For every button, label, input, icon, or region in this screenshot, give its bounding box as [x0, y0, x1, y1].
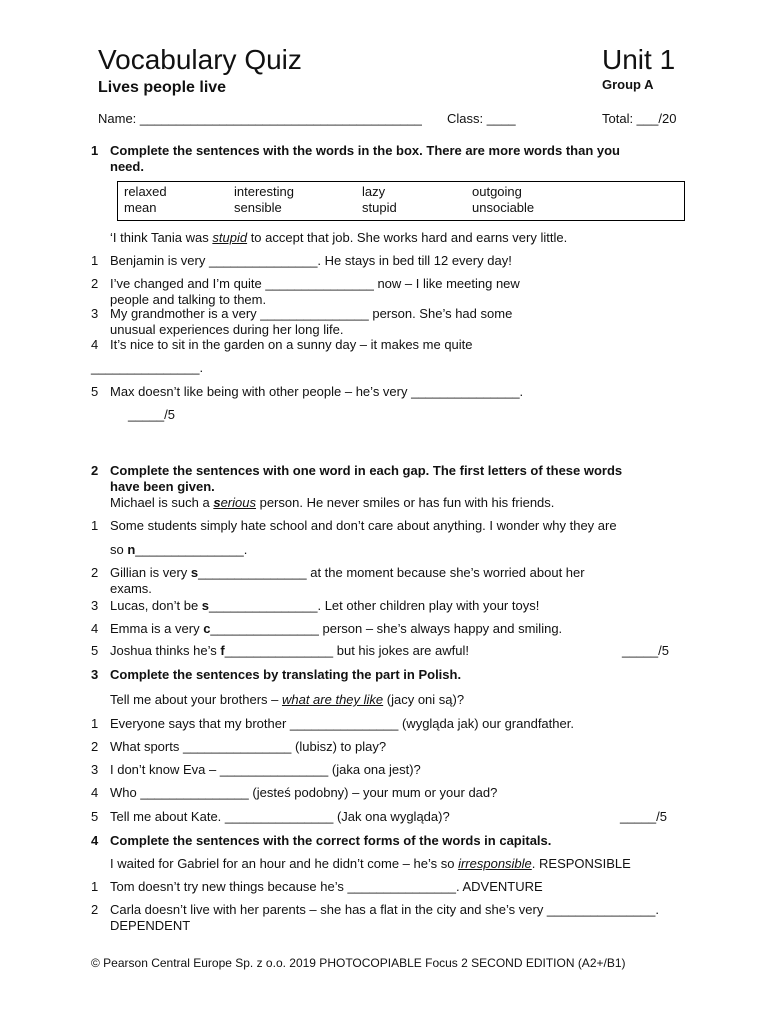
exercise-2-item-1: Some students simply hate school and don’t care about anything. I wonder why they are — [110, 518, 617, 533]
item-number: 1 — [91, 518, 99, 533]
word-box-item: outgoing — [472, 184, 522, 199]
exercise-4-item-2-cont: DEPENDENT — [110, 918, 191, 933]
word-box-item: interesting — [234, 184, 294, 199]
exercise-4-item-2: Carla doesn’t live with her parents – she has a flat in the city and she’s very _______________. — [110, 902, 659, 917]
exercise-1-item-4: It’s nice to sit in the garden on a sunny day – it makes me quite — [110, 337, 473, 352]
item-number: 2 — [91, 565, 99, 580]
exercise-3-number: 3 — [91, 667, 99, 682]
exercise-2-item-3: Lucas, don’t be s_______________. Let other children play with your toys! — [110, 598, 540, 613]
word-box-item: relaxed — [124, 184, 167, 199]
exercise-1-instruction-cont: need. — [110, 159, 144, 174]
exercise-4-item-1: Tom doesn’t try new things because he’s _______________. ADVENTURE — [110, 879, 543, 894]
word-box-item: unsociable — [472, 200, 535, 215]
exercise-3-item-4: Who _______________ (jesteś podobny) – your mum or your dad? — [110, 785, 498, 800]
exercise-2-item-1-cont: so n_______________. — [110, 542, 248, 557]
exercise-4-example: I waited for Gabriel for an hour and he didn’t come – he’s so irresponsible. RESPONSIBLE — [110, 856, 631, 871]
exercise-1-number: 1 — [91, 143, 99, 158]
exercise-1-score: _____/5 — [128, 407, 175, 422]
exercise-1-item-3-cont: unusual experiences during her long life. — [110, 322, 344, 337]
exercise-2-example: Michael is such a serious person. He never smiles or has fun with his friends. — [110, 495, 555, 510]
exercise-3-example: Tell me about your brothers – what are they like (jacy oni są)? — [110, 692, 465, 707]
exercise-3-instruction: Complete the sentences by translating the part in Polish. — [110, 667, 462, 682]
exercise-2-item-4: Emma is a very c_______________ person – she’s always happy and smiling. — [110, 621, 563, 636]
exercise-1-item-1: Benjamin is very _______________. He stays in bed till 12 every day! — [110, 253, 512, 268]
word-box — [117, 181, 685, 221]
item-number: 3 — [91, 598, 99, 613]
exercise-4-instruction: Complete the sentences with the correct forms of the words in capitals. — [110, 833, 552, 848]
exercise-2-item-2: Gillian is very s_______________ at the moment because she’s worried about her — [110, 565, 585, 580]
group-label: Group A — [602, 77, 654, 92]
total-score: Total: ___/20 — [602, 111, 677, 126]
word-box-item: sensible — [234, 200, 282, 215]
exercise-2-number: 2 — [91, 463, 99, 478]
page-subtitle: Lives people live — [98, 79, 227, 96]
exercise-4-number: 4 — [91, 833, 99, 848]
item-number: 1 — [91, 879, 99, 894]
item-number: 5 — [91, 643, 99, 658]
item-number: 1 — [91, 253, 99, 268]
exercise-3-item-3: I don’t know Eva – _______________ (jaka ona jest)? — [110, 762, 421, 777]
item-number: 4 — [91, 337, 99, 352]
exercise-1-instruction: Complete the sentences with the words in the box. There are more words than you — [110, 143, 620, 158]
unit-label: Unit 1 — [602, 44, 676, 75]
item-number: 2 — [91, 276, 99, 291]
exercise-2-score: _____/5 — [622, 643, 669, 658]
exercise-1-item-3: My grandmother is a very _______________ person. She’s had some — [110, 306, 513, 321]
item-number: 3 — [91, 762, 99, 777]
exercise-1-example: ‘I think Tania was stupid to accept that job. She works hard and earns very little. — [110, 230, 568, 245]
item-number: 3 — [91, 306, 99, 321]
word-box-item: lazy — [362, 184, 386, 199]
item-number: 2 — [91, 902, 99, 917]
exercise-2-instruction: Complete the sentences with one word in each gap. The first letters of these words — [110, 463, 623, 478]
exercise-2-instruction-cont: have been given. — [110, 479, 215, 494]
item-number: 5 — [91, 809, 99, 824]
exercise-1-item-2-cont: people and talking to them. — [110, 292, 267, 307]
exercise-1-item-2: I’ve changed and I’m quite _______________ now – I like meeting new — [110, 276, 520, 291]
item-number: 4 — [91, 785, 99, 800]
exercise-2-item-5: Joshua thinks he’s f_______________ but his jokes are awful! — [110, 643, 469, 658]
word-box-item: mean — [124, 200, 157, 215]
exercise-3-score: _____/5 — [620, 809, 667, 824]
name-field: Name: _______________________________________ — [98, 111, 422, 126]
exercise-3-item-1: Everyone says that my brother _______________ (wygląda jak) our grandfather. — [110, 716, 574, 731]
item-number: 1 — [91, 716, 99, 731]
word-box-item: stupid — [362, 200, 397, 215]
page-footer: © Pearson Central Europe Sp. z o.o. 2019 PHOTOCOPIABLE Focus 2 SECOND EDITION (A2+/B1) — [91, 956, 626, 970]
exercise-2-item-2-cont: exams. — [110, 581, 152, 596]
exercise-1-item-4-cont: _______________. — [91, 360, 204, 375]
exercise-3-item-2: What sports _______________ (lubisz) to play? — [110, 739, 387, 754]
item-number: 2 — [91, 739, 99, 754]
page-title: Vocabulary Quiz — [98, 44, 302, 75]
class-field: Class: ____ — [447, 111, 516, 126]
item-number: 5 — [91, 384, 99, 399]
exercise-3-item-5: Tell me about Kate. _______________ (Jak ona wygląda)? — [110, 809, 450, 824]
item-number: 4 — [91, 621, 99, 636]
exercise-1-item-5: Max doesn’t like being with other people – he’s very _______________. — [110, 384, 524, 399]
